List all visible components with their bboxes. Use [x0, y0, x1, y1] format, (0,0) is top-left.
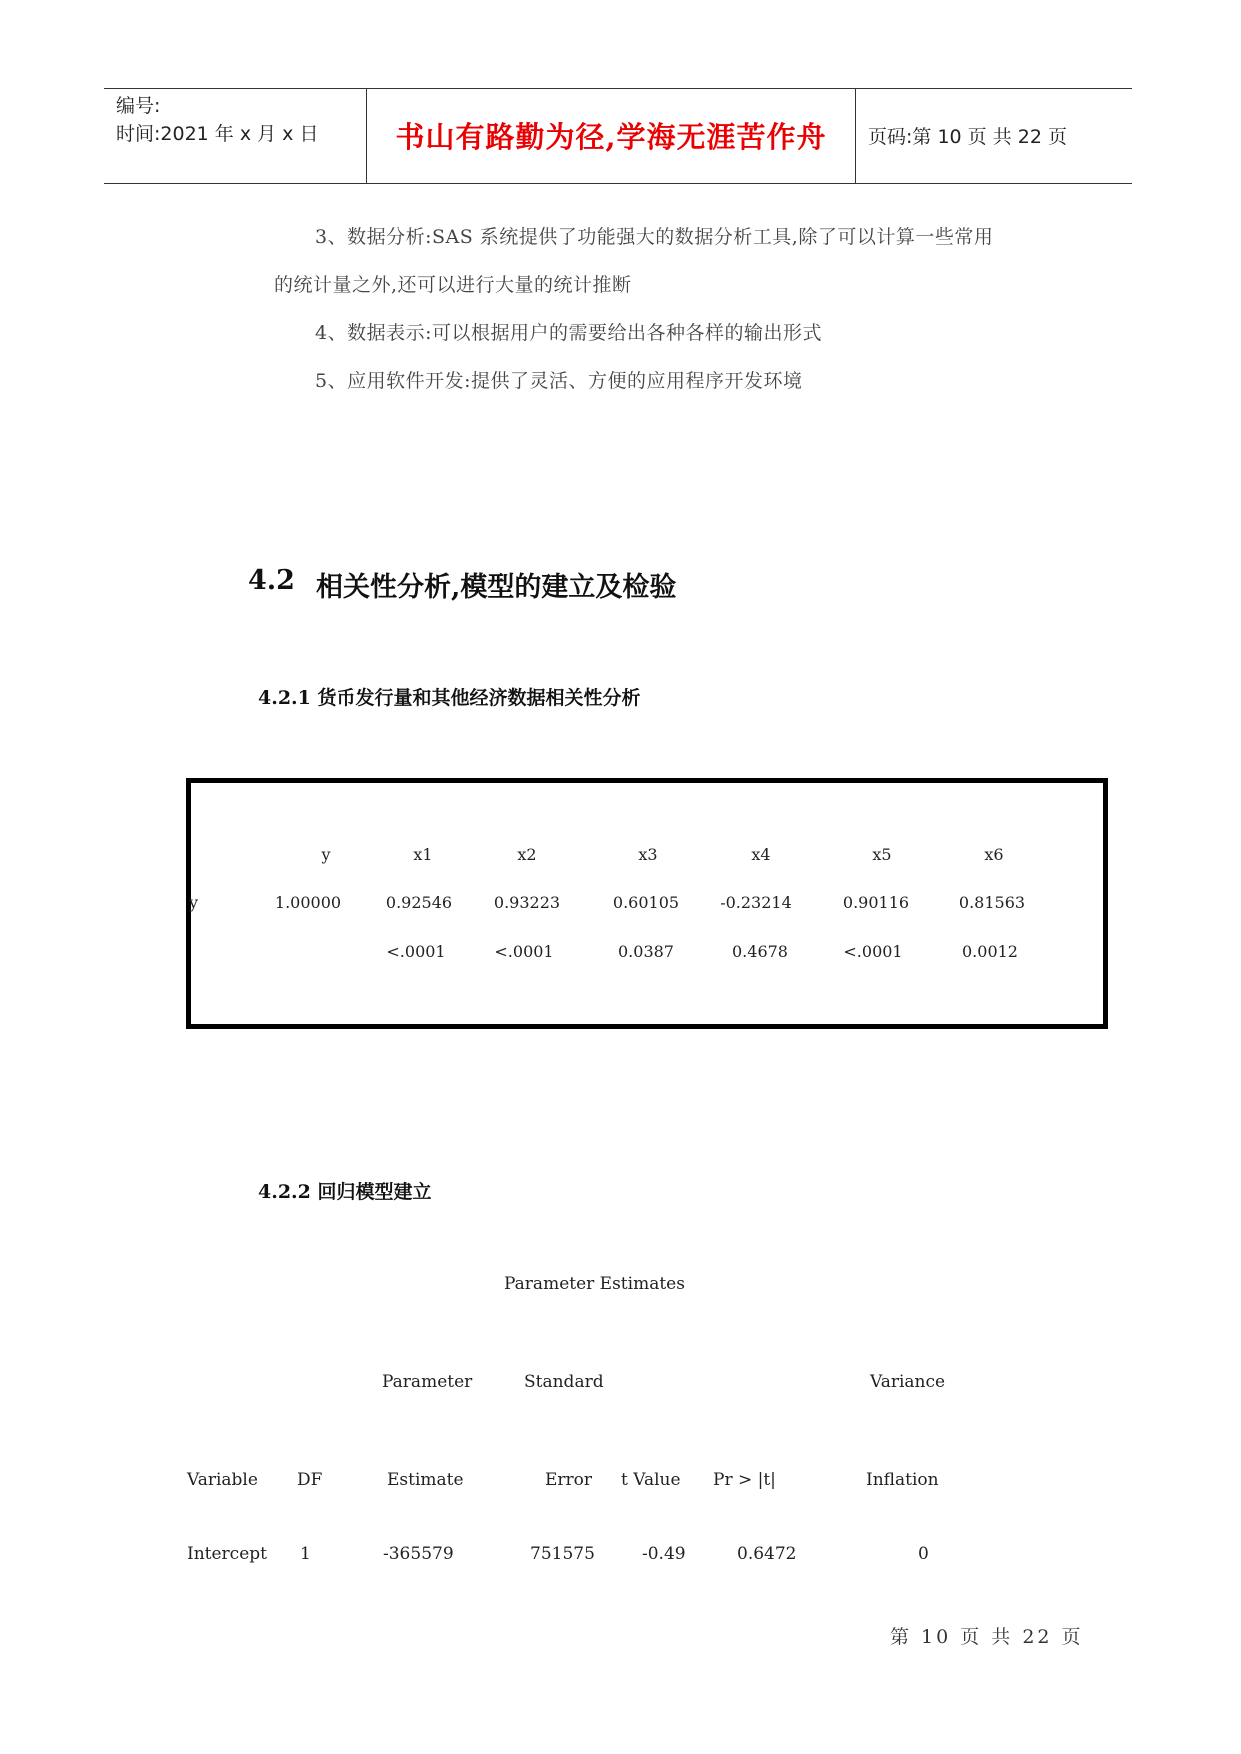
motto: 书山有路勤为径,学海无涯苦作舟: [395, 120, 827, 154]
pe-header-tvalue: t Value: [621, 1470, 681, 1490]
corr-pvalue: 0.0387: [618, 942, 674, 961]
corr-coef: 0.92546: [385, 893, 453, 912]
corr-header: x1: [413, 845, 433, 864]
pe-header-variable: Variable: [187, 1470, 258, 1490]
pe-header-error: Error: [545, 1470, 593, 1490]
section-title: 相关性分析,模型的建立及检验: [316, 572, 677, 603]
corr-pvalue: 0.4678: [732, 942, 788, 961]
body-item-3: 3、数据分析:SAS 系统提供了功能强大的数据分析工具,除了可以计算一些常用: [315, 226, 994, 248]
pe-header-estimate: Estimate: [387, 1470, 464, 1490]
pe-row-pr: 0.6472: [737, 1544, 797, 1564]
header-motto-cell: [367, 89, 856, 183]
pe-row-inflation: 0: [918, 1544, 929, 1564]
number-label: 编号:: [116, 95, 161, 117]
correlation-table: [186, 778, 1108, 1029]
subsection-title-2: 4.2.2 回归模型建立: [258, 1181, 432, 1203]
corr-pvalue: <.0001: [386, 942, 446, 961]
corr-pvalue: <.0001: [843, 942, 903, 961]
corr-coef: 0.60105: [612, 893, 680, 912]
corr-coef: 1.00000: [274, 893, 342, 912]
corr-header: x5: [872, 845, 892, 864]
body-item-3-cont: 的统计量之外,还可以进行大量的统计推断: [274, 274, 632, 296]
pe-row-tvalue: -0.49: [642, 1544, 686, 1564]
pe-row-df: 1: [300, 1544, 311, 1564]
pe-header-pr: Pr > |t|: [713, 1470, 776, 1490]
corr-coef: 0.90116: [842, 893, 910, 912]
time-label: 时间:2021 年 x 月 x 日: [116, 123, 319, 145]
body-item-5: 5、应用软件开发:提供了灵活、方便的应用程序开发环境: [315, 370, 803, 392]
pe-header-variance: Variance: [870, 1372, 946, 1392]
corr-header: x6: [984, 845, 1004, 864]
pe-row-variable: Intercept: [187, 1544, 267, 1564]
page-code: 页码:第 10 页 共 22 页: [868, 126, 1067, 148]
page-footer: 第 10 页 共 22 页: [890, 1626, 1084, 1648]
pe-row-error: 751575: [530, 1544, 595, 1564]
pe-header-standard: Standard: [524, 1372, 604, 1392]
pe-header-inflation: Inflation: [866, 1470, 939, 1490]
header-page-cell: [856, 89, 1132, 183]
corr-pvalue: <.0001: [494, 942, 554, 961]
page-header: [104, 88, 1132, 184]
corr-header: x2: [517, 845, 537, 864]
section-number: 4.2: [248, 565, 295, 596]
corr-coef: 0.93223: [493, 893, 561, 912]
corr-header: x3: [638, 845, 658, 864]
pe-header-parameter: Parameter: [382, 1372, 473, 1392]
corr-row-label: y: [189, 893, 199, 912]
corr-pvalue: 0.0012: [962, 942, 1018, 961]
param-estimates-title: Parameter Estimates: [504, 1274, 685, 1294]
body-item-4: 4、数据表示:可以根据用户的需要给出各种各样的输出形式: [315, 322, 822, 344]
pe-row-estimate: -365579: [383, 1544, 454, 1564]
corr-coef: 0.81563: [958, 893, 1026, 912]
corr-coef: -0.23214: [720, 893, 792, 912]
corr-header: x4: [751, 845, 771, 864]
subsection-title-1: 4.2.1 货币发行量和其他经济数据相关性分析: [258, 687, 641, 709]
pe-header-df: DF: [297, 1470, 323, 1490]
header-info-cell: [104, 89, 367, 183]
corr-header: y: [321, 845, 331, 864]
